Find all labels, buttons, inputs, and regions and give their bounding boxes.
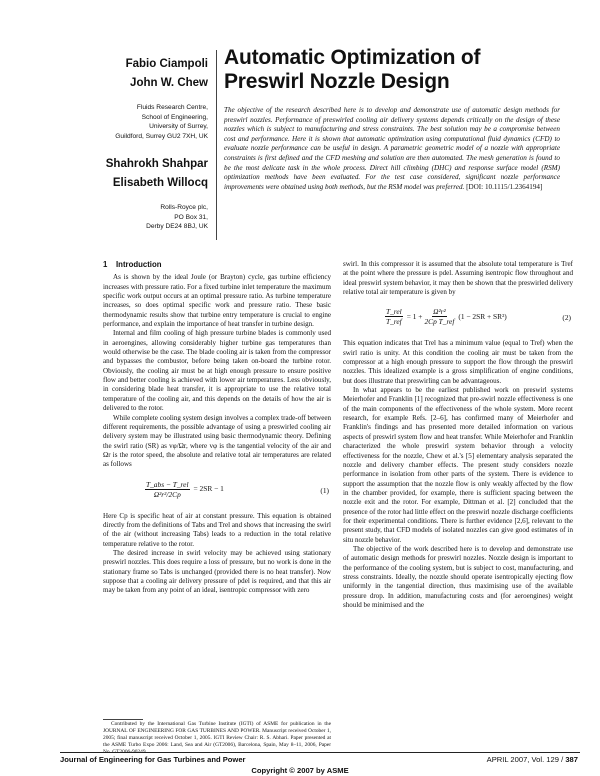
author-name: John W. Chew xyxy=(130,77,208,89)
section-number: 1 xyxy=(103,260,108,269)
eq-numerator: Ω²r² xyxy=(433,307,446,317)
author-affiliation xyxy=(96,103,208,141)
title-line: Automatic Optimization of xyxy=(224,46,481,69)
affiliation-line: Rolls-Royce plc, xyxy=(160,204,208,211)
author-block xyxy=(96,55,208,246)
footnote: Contributed by the International Gas Turbine Institute (IGTI) of ASME for publication in the JOURNAL OF ENGINEERING FOR GAS TURBINES AND POWER. Manuscript received October 1, 2005; final manuscript received October 1, 2005. IGTI Review Chair: R. S. Abhari. Paper presented at the ASME Turbo Expo 2006: Land, Sea and Air (GT2006), Barcelona, Spain, May 8–11, 2006, Paper xyxy=(103,721,331,749)
section-title: Introduction xyxy=(116,260,162,269)
equation-number: (1) xyxy=(320,485,329,495)
author-name: Elisabeth Willocq xyxy=(112,177,208,189)
author-affiliation xyxy=(96,203,208,232)
eq-equals: = 1 + xyxy=(406,312,423,322)
author-name: Shahrokh Shahpar xyxy=(105,158,208,170)
eq-denominator: 2Cp T_ref xyxy=(424,317,455,327)
abstract xyxy=(224,106,560,192)
footer-copyright: Copyright © 2007 by ASME xyxy=(251,766,349,775)
paragraph: As is shown by the ideal Joule (or Brayton) cycle, gas turbine efficiency increases with pressure ratio. For a fixed turbine inlet temperature the maximum specific work output occurs at an optimal pressure ratio. As turbine temperature increases, so does optimal specific work and pressure ratio. These basic thermodynamic results show that turbine entry temperature is crucial to engine performance, and explain the importance of heat transfer in turbine design. xyxy=(103,273,331,329)
paragraph: The desired increase in swirl velocity may be achieved using stationary preswirl nozzles. This does require a loss of pressure, but no work is done in the stationary frame so Tabs is unchanged (provided there is no heat transfer). Now suppose that a cooling air delivery pressure of pdel is required, and that this air may be taken from any point of an ideal, isentropic compressor with zero xyxy=(103,548,331,595)
affiliation-line: Guildford, Surrey GU2 7XH, UK xyxy=(115,132,208,140)
paragraph: The objective of the work described here is to develop and demonstrate use of automatic design methods for preswirl nozzles. Nozzle design is important to the performance of the cooling system, but is subject to cost, manufacturing, and stress constraints. Ideally, the nozzle should operate isentropically ejecting flow uniformly in the tangential direction, thus maximising use of the available pressure drop. In addition, manufacturing costs and (for aeroengines) weight should be minimised and the xyxy=(343,544,573,609)
footer-divider xyxy=(60,752,580,753)
eq-numerator: T_abs − T_rel xyxy=(146,479,189,489)
affiliation-line: Fluids Research Centre, xyxy=(136,104,208,111)
right-column xyxy=(343,260,573,610)
abstract-text: The objective of the research described here is to develop and demonstrate use of automatic design methods for preswirl nozzles. Performance of preswirled cooling air delivery systems depends critically on the design of these nozzles which is subject to manufacturing and stress constraints. The best solution may be a compromise between cost and performance. Here it is shown that automatic optimization using computational fluid dynamics (CFD) to evaluate nozzle performance can be useful in design. A parametric geometric model of a nozzle with appropriate constraints is first defined and the CFD meshing and solution are then automated. The mesh generation is found to be the most delicate task in the whole process. Direct hill climbing (DHC) and response surface model (RSM) optimization methods have been evaluated. For the test case considered, significant nozzle performance improvements were obtained using both methods, but the RSM model was preferred. xyxy=(224,106,560,191)
issue-info: APRIL 2007, Vol. 129 xyxy=(486,755,559,764)
header-divider xyxy=(216,50,217,240)
equation-number: (2) xyxy=(562,313,571,323)
page-number: 387 xyxy=(565,755,578,764)
footer-issue xyxy=(487,755,578,764)
equation-2 xyxy=(343,305,573,331)
eq-lhs-numerator: T_rel xyxy=(386,307,402,317)
affiliation-line: PO Box 31, xyxy=(174,213,208,221)
paragraph: This equation indicates that Trel has a minimum value (equal to Tref) when the swirl ratio is unity. At this condition the cooling air must be taken from the compressor at a high enough pressure to support the flow through the preswirl nozzles. This idealized example is a gross simplification of engine conditions, but does illustrate that preswirling can be advantageous. xyxy=(343,339,573,385)
footer-journal: Journal of Engineering for Gas Turbines and Power xyxy=(60,755,246,764)
doi-link[interactable]: [DOI: 10.1115/1.2364194] xyxy=(466,182,543,191)
eq-denominator: Ω²r²/2Cp xyxy=(153,489,181,499)
equation-1 xyxy=(103,478,331,504)
left-column xyxy=(103,260,331,596)
paragraph: swirl. In this compressor it is assumed that the absolute total temperature is Tref at the point where the pressure is pdel. Assuming isentropic flow throughout and ideal preswirl system behavior, it may then be shown that the preswirled delivery relative total air temperature is given by xyxy=(343,260,573,297)
paragraph: Internal and film cooling of high pressure turbine blades is commonly used in aeroengines, allowing considerably higher turbine gas temperatures than would otherwise be the case. The blade cooling air is taken from the compressor and bypasses the combustor, before being taken on-board the turbine rotor. Obviously, the cooling air must be at high enough pressure to ensure positive flow and better cooling is achieved with lower air temperatures. Less obviously, in considering blade heat transfer, it is appropriate to use the relative total temperature of the cooling air, and this depends on the details of how the air is delivered to the rotor. xyxy=(103,329,331,413)
paper-title xyxy=(224,46,554,94)
paragraph: Here Cp is specific heat of air at constant pressure. This equation is obtained directly from the definitions of Tabs and Trel and shows that increasing the swirl of the air (without increasing Tabs) leads to a reduction in the total relative temperature relative to the rotor. xyxy=(103,511,331,548)
eq-rhs: = 2SR − 1 xyxy=(193,484,224,494)
footnote-divider xyxy=(103,719,143,720)
section-heading xyxy=(103,260,331,269)
affiliation-line: University of Surrey, xyxy=(149,123,208,130)
paragraph: While complete cooling system design involves a complex trade-off between different requirements, the possible advantage of using a preswirled cooling air delivery system may be illustrated using basic thermodynamic theory. Defining the swirl ratio (SR) as vφ/Ωr, where vφ is the tangential velocity of the air and Ωr is the rotor speed, the absolute and relative total air temperatures are related as follows xyxy=(103,413,331,469)
page-separator: / xyxy=(558,755,566,764)
eq-lhs-denominator: T_ref xyxy=(386,317,402,327)
affiliation-line: School of Engineering, xyxy=(141,113,208,121)
eq-rhs: (1 − 2SR + SR²) xyxy=(458,312,507,322)
paragraph: In what appears to be the earliest published work on preswirl systems Meierhofer and Franklin [1] recognized that pre-swirl nozzle effectiveness is one of the main components of the effectiveness of the whole system. More recent research, for example Refs. [2–6], has confirmed many of Meierhofer and Franklin's findings and has presented more detailed information on various aspects of preswirl system flow and heat transfer. While Meierhofer and Franklin characterized the whole preswirl system behavior through a velocity effectiveness for the nozzle, Chew et al.'s [5] elementary analysis separated the nozzle and delivery chamber effects. The present study considers nozzle performance in isolation from other parts of the system. There is evidence to support the assumption that the nozzle flow is only weakly affected by the flow in the chamber provided, for example, there is sufficient spacing between the nozzle exit and the rotor. For example, Dittman et al. [2] concluded that the presence of the rotor had little effect on the preswirl nozzle discharge coefficients for their experimental conditions. There is further evidence [2,6], relevant to the present study, that CFD models of isolated nozzles can give good estimates of in situ nozzle behavior. xyxy=(343,386,573,544)
affiliation-line: Derby DE24 8BJ, UK xyxy=(146,223,208,230)
author-name: Fabio Ciampoli xyxy=(125,58,208,70)
title-line: Preswirl Nozzle Design xyxy=(224,70,450,93)
